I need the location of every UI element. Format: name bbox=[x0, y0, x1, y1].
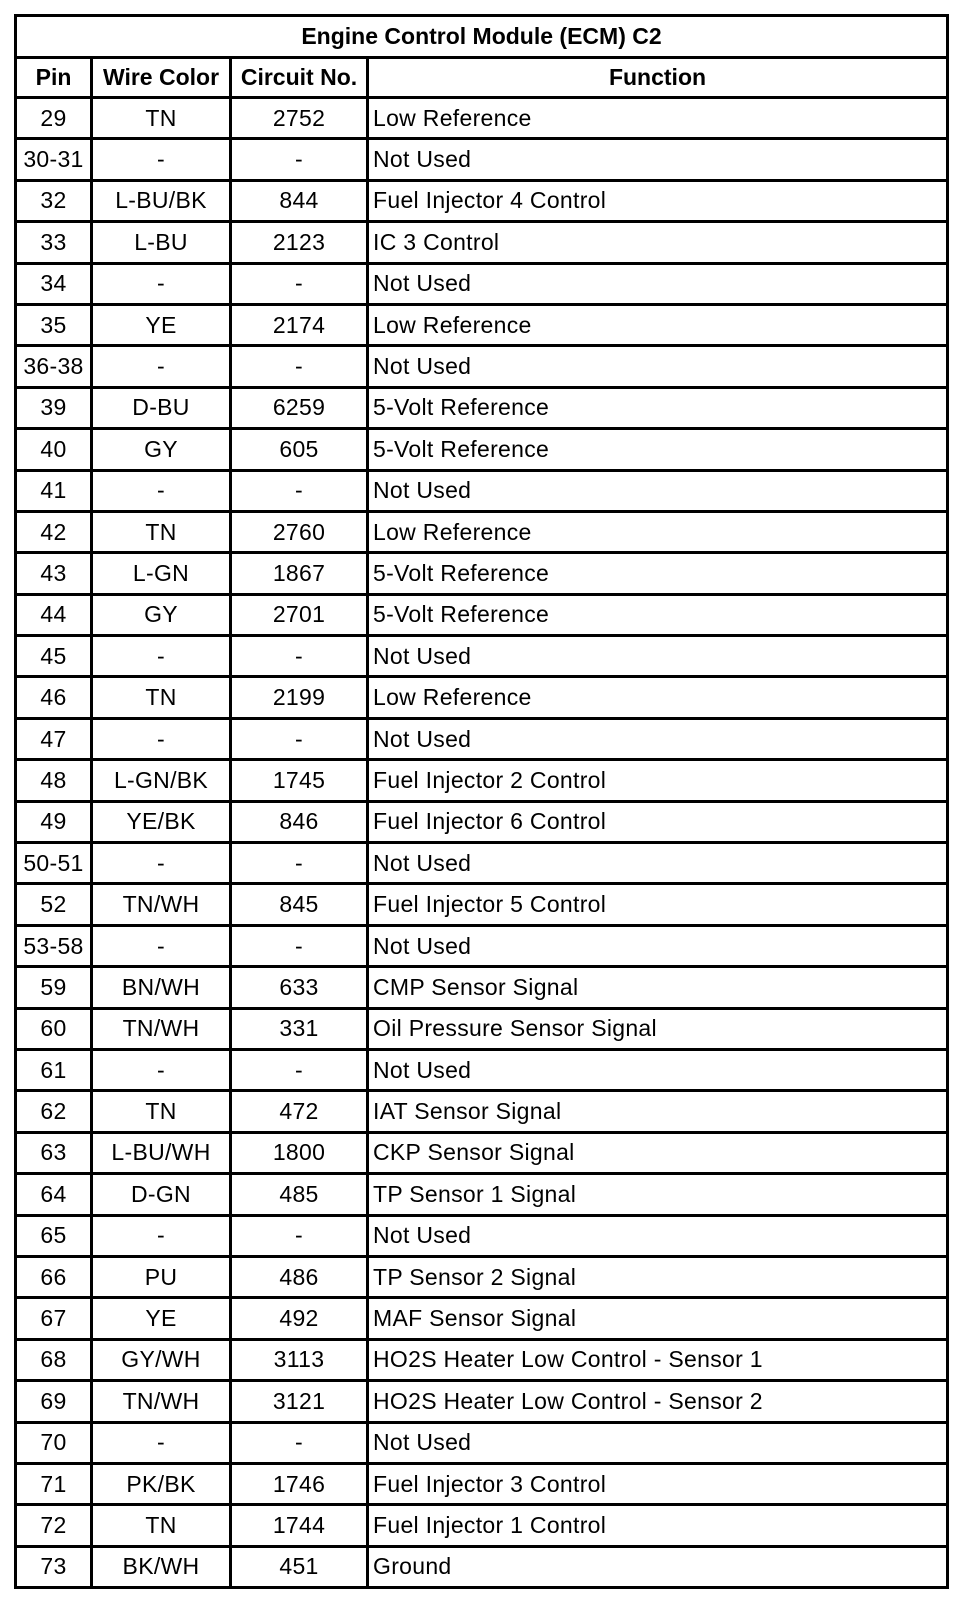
circuit-no-cell: 492 bbox=[231, 1298, 368, 1339]
pin-cell: 35 bbox=[16, 304, 92, 345]
table-row bbox=[16, 222, 948, 263]
function-cell: CKP Sensor Signal bbox=[368, 1132, 948, 1173]
wire-color-cell: L-BU bbox=[92, 222, 231, 263]
table-row bbox=[16, 1339, 948, 1380]
circuit-no-cell: 3121 bbox=[231, 1381, 368, 1422]
table-row bbox=[16, 98, 948, 139]
table-row bbox=[16, 967, 948, 1008]
table-row bbox=[16, 1422, 948, 1463]
circuit-no-cell: 2701 bbox=[231, 594, 368, 635]
table-row bbox=[16, 553, 948, 594]
pin-cell: 29 bbox=[16, 98, 92, 139]
circuit-no-cell: 605 bbox=[231, 429, 368, 470]
circuit-no-cell: 2123 bbox=[231, 222, 368, 263]
table-row bbox=[16, 1091, 948, 1132]
wire-color-cell: - bbox=[92, 139, 231, 180]
function-cell: Not Used bbox=[368, 925, 948, 966]
pin-cell: 44 bbox=[16, 594, 92, 635]
pin-cell: 63 bbox=[16, 1132, 92, 1173]
function-cell: Low Reference bbox=[368, 304, 948, 345]
connector-pinout-sheet bbox=[14, 14, 946, 1589]
table-row bbox=[16, 346, 948, 387]
header-function: Function bbox=[368, 58, 948, 98]
wire-color-cell: - bbox=[92, 263, 231, 304]
pin-cell: 49 bbox=[16, 801, 92, 842]
header-wire-color: Wire Color bbox=[92, 58, 231, 98]
table-row bbox=[16, 1049, 948, 1090]
function-cell: 5-Volt Reference bbox=[368, 553, 948, 594]
header-circuit-no: Circuit No. bbox=[231, 58, 368, 98]
pin-cell: 67 bbox=[16, 1298, 92, 1339]
pin-cell: 70 bbox=[16, 1422, 92, 1463]
function-cell: Fuel Injector 4 Control bbox=[368, 180, 948, 221]
circuit-no-cell: 3113 bbox=[231, 1339, 368, 1380]
wire-color-cell: TN bbox=[92, 1505, 231, 1546]
circuit-no-cell: 1745 bbox=[231, 760, 368, 801]
function-cell: Not Used bbox=[368, 346, 948, 387]
function-cell: HO2S Heater Low Control - Sensor 2 bbox=[368, 1381, 948, 1422]
table-row bbox=[16, 139, 948, 180]
wire-color-cell: - bbox=[92, 843, 231, 884]
function-cell: HO2S Heater Low Control - Sensor 1 bbox=[368, 1339, 948, 1380]
function-cell: Not Used bbox=[368, 1422, 948, 1463]
circuit-no-cell: 486 bbox=[231, 1256, 368, 1297]
table-row bbox=[16, 304, 948, 345]
pin-cell: 64 bbox=[16, 1174, 92, 1215]
table-row bbox=[16, 1505, 948, 1546]
circuit-no-cell: - bbox=[231, 470, 368, 511]
function-cell: Not Used bbox=[368, 636, 948, 677]
circuit-no-cell: - bbox=[231, 718, 368, 759]
table-row bbox=[16, 1008, 948, 1049]
header-pin: Pin bbox=[16, 58, 92, 98]
pin-cell: 43 bbox=[16, 553, 92, 594]
function-cell: Fuel Injector 5 Control bbox=[368, 884, 948, 925]
pin-cell: 40 bbox=[16, 429, 92, 470]
function-cell: Oil Pressure Sensor Signal bbox=[368, 1008, 948, 1049]
function-cell: Not Used bbox=[368, 263, 948, 304]
circuit-no-cell: - bbox=[231, 1422, 368, 1463]
function-cell: Ground bbox=[368, 1546, 948, 1587]
wire-color-cell: - bbox=[92, 636, 231, 677]
circuit-no-cell: 844 bbox=[231, 180, 368, 221]
wire-color-cell: BK/WH bbox=[92, 1546, 231, 1587]
function-cell: CMP Sensor Signal bbox=[368, 967, 948, 1008]
pin-cell: 69 bbox=[16, 1381, 92, 1422]
table-row bbox=[16, 1298, 948, 1339]
pin-cell: 39 bbox=[16, 387, 92, 428]
function-cell: Not Used bbox=[368, 843, 948, 884]
table-row bbox=[16, 594, 948, 635]
pin-cell: 36-38 bbox=[16, 346, 92, 387]
circuit-no-cell: 1746 bbox=[231, 1463, 368, 1504]
wire-color-cell: TN/WH bbox=[92, 884, 231, 925]
ecm-c2-pinout-table bbox=[14, 14, 949, 1589]
function-cell: Fuel Injector 6 Control bbox=[368, 801, 948, 842]
circuit-no-cell: 2760 bbox=[231, 511, 368, 552]
pin-cell: 45 bbox=[16, 636, 92, 677]
circuit-no-cell: 1867 bbox=[231, 553, 368, 594]
table-row bbox=[16, 1132, 948, 1173]
table-title: Engine Control Module (ECM) C2 bbox=[16, 16, 948, 58]
table-body bbox=[16, 98, 948, 1588]
circuit-no-cell: 845 bbox=[231, 884, 368, 925]
pin-cell: 32 bbox=[16, 180, 92, 221]
circuit-no-cell: - bbox=[231, 139, 368, 180]
wire-color-cell: YE bbox=[92, 1298, 231, 1339]
function-cell: TP Sensor 1 Signal bbox=[368, 1174, 948, 1215]
table-row bbox=[16, 470, 948, 511]
pin-cell: 73 bbox=[16, 1546, 92, 1587]
wire-color-cell: - bbox=[92, 1215, 231, 1256]
function-cell: TP Sensor 2 Signal bbox=[368, 1256, 948, 1297]
pin-cell: 71 bbox=[16, 1463, 92, 1504]
table-row bbox=[16, 1381, 948, 1422]
table-row bbox=[16, 636, 948, 677]
table-row bbox=[16, 1256, 948, 1297]
pin-cell: 66 bbox=[16, 1256, 92, 1297]
pin-cell: 47 bbox=[16, 718, 92, 759]
circuit-no-cell: 451 bbox=[231, 1546, 368, 1587]
wire-color-cell: - bbox=[92, 925, 231, 966]
function-cell: IAT Sensor Signal bbox=[368, 1091, 948, 1132]
circuit-no-cell: - bbox=[231, 636, 368, 677]
function-cell: Fuel Injector 1 Control bbox=[368, 1505, 948, 1546]
pin-cell: 34 bbox=[16, 263, 92, 304]
wire-color-cell: L-GN bbox=[92, 553, 231, 594]
circuit-no-cell: 1744 bbox=[231, 1505, 368, 1546]
pin-cell: 68 bbox=[16, 1339, 92, 1380]
pin-cell: 61 bbox=[16, 1049, 92, 1090]
circuit-no-cell: 1800 bbox=[231, 1132, 368, 1173]
circuit-no-cell: 2174 bbox=[231, 304, 368, 345]
pin-cell: 46 bbox=[16, 677, 92, 718]
table-row bbox=[16, 925, 948, 966]
wire-color-cell: YE/BK bbox=[92, 801, 231, 842]
function-cell: Fuel Injector 3 Control bbox=[368, 1463, 948, 1504]
table-row bbox=[16, 801, 948, 842]
circuit-no-cell: 2752 bbox=[231, 98, 368, 139]
function-cell: 5-Volt Reference bbox=[368, 594, 948, 635]
function-cell: Not Used bbox=[368, 1049, 948, 1090]
table-row bbox=[16, 263, 948, 304]
wire-color-cell: GY bbox=[92, 429, 231, 470]
circuit-no-cell: 331 bbox=[231, 1008, 368, 1049]
wire-color-cell: L-BU/WH bbox=[92, 1132, 231, 1173]
circuit-no-cell: 472 bbox=[231, 1091, 368, 1132]
table-row bbox=[16, 180, 948, 221]
table-row bbox=[16, 718, 948, 759]
function-cell: Not Used bbox=[368, 1215, 948, 1256]
pin-cell: 48 bbox=[16, 760, 92, 801]
table-row bbox=[16, 511, 948, 552]
wire-color-cell: TN/WH bbox=[92, 1008, 231, 1049]
function-cell: 5-Volt Reference bbox=[368, 387, 948, 428]
pin-cell: 72 bbox=[16, 1505, 92, 1546]
wire-color-cell: - bbox=[92, 718, 231, 759]
function-cell: Not Used bbox=[368, 470, 948, 511]
wire-color-cell: PK/BK bbox=[92, 1463, 231, 1504]
wire-color-cell: PU bbox=[92, 1256, 231, 1297]
circuit-no-cell: 485 bbox=[231, 1174, 368, 1215]
table-row bbox=[16, 1174, 948, 1215]
pin-cell: 65 bbox=[16, 1215, 92, 1256]
wire-color-cell: L-BU/BK bbox=[92, 180, 231, 221]
function-cell: 5-Volt Reference bbox=[368, 429, 948, 470]
table-row bbox=[16, 1546, 948, 1587]
circuit-no-cell: - bbox=[231, 1215, 368, 1256]
function-cell: Low Reference bbox=[368, 677, 948, 718]
wire-color-cell: BN/WH bbox=[92, 967, 231, 1008]
table-row bbox=[16, 884, 948, 925]
wire-color-cell: - bbox=[92, 470, 231, 511]
circuit-no-cell: - bbox=[231, 346, 368, 387]
wire-color-cell: TN/WH bbox=[92, 1381, 231, 1422]
table-row bbox=[16, 1215, 948, 1256]
wire-color-cell: D-GN bbox=[92, 1174, 231, 1215]
wire-color-cell: TN bbox=[92, 677, 231, 718]
wire-color-cell: L-GN/BK bbox=[92, 760, 231, 801]
circuit-no-cell: 2199 bbox=[231, 677, 368, 718]
table-row bbox=[16, 677, 948, 718]
wire-color-cell: - bbox=[92, 1422, 231, 1463]
wire-color-cell: - bbox=[92, 1049, 231, 1090]
table-row bbox=[16, 843, 948, 884]
pin-cell: 41 bbox=[16, 470, 92, 511]
pin-cell: 59 bbox=[16, 967, 92, 1008]
pin-cell: 33 bbox=[16, 222, 92, 263]
wire-color-cell: D-BU bbox=[92, 387, 231, 428]
function-cell: Low Reference bbox=[368, 98, 948, 139]
pin-cell: 30-31 bbox=[16, 139, 92, 180]
table-row bbox=[16, 1463, 948, 1504]
circuit-no-cell: - bbox=[231, 1049, 368, 1090]
wire-color-cell: GY/WH bbox=[92, 1339, 231, 1380]
circuit-no-cell: 6259 bbox=[231, 387, 368, 428]
function-cell: IC 3 Control bbox=[368, 222, 948, 263]
function-cell: Fuel Injector 2 Control bbox=[368, 760, 948, 801]
pin-cell: 42 bbox=[16, 511, 92, 552]
table-row bbox=[16, 760, 948, 801]
circuit-no-cell: - bbox=[231, 263, 368, 304]
table-row bbox=[16, 429, 948, 470]
pin-cell: 52 bbox=[16, 884, 92, 925]
function-cell: MAF Sensor Signal bbox=[368, 1298, 948, 1339]
circuit-no-cell: 846 bbox=[231, 801, 368, 842]
circuit-no-cell: 633 bbox=[231, 967, 368, 1008]
function-cell: Not Used bbox=[368, 139, 948, 180]
function-cell: Not Used bbox=[368, 718, 948, 759]
wire-color-cell: GY bbox=[92, 594, 231, 635]
table-row bbox=[16, 387, 948, 428]
pin-cell: 62 bbox=[16, 1091, 92, 1132]
pin-cell: 60 bbox=[16, 1008, 92, 1049]
wire-color-cell: - bbox=[92, 346, 231, 387]
wire-color-cell: YE bbox=[92, 304, 231, 345]
wire-color-cell: TN bbox=[92, 511, 231, 552]
circuit-no-cell: - bbox=[231, 843, 368, 884]
pin-cell: 50-51 bbox=[16, 843, 92, 884]
circuit-no-cell: - bbox=[231, 925, 368, 966]
wire-color-cell: TN bbox=[92, 1091, 231, 1132]
wire-color-cell: TN bbox=[92, 98, 231, 139]
pin-cell: 53-58 bbox=[16, 925, 92, 966]
function-cell: Low Reference bbox=[368, 511, 948, 552]
